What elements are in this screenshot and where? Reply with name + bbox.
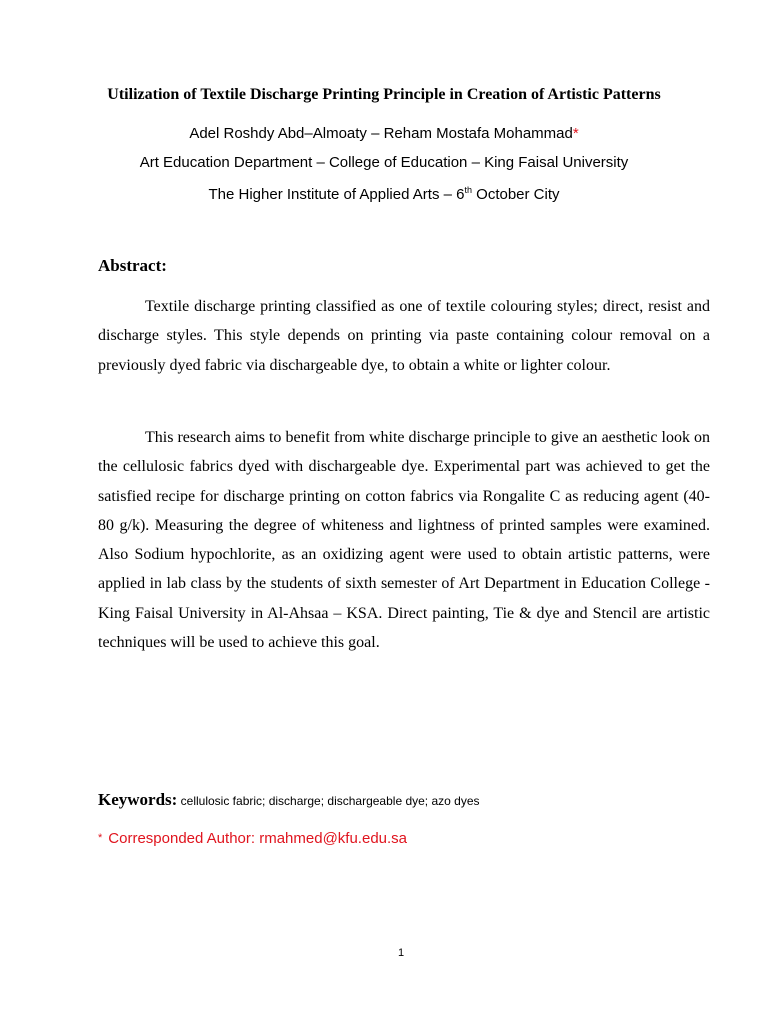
affiliation-1: Art Education Department – College of Education – King Faisal University <box>139 154 629 171</box>
abstract-paragraph-2: This research aims to benefit from white discharge principle to give an aesthetic look on the cellulosic fabrics dyed with dischargeable dye. Experimental part was achieved to get the satisfied recipe for discharge printing on cotton fabrics via Rongalite C as reducing agent (40-80 g/k). Measuring the degree of whiteness and lightness of printed samples were examined. Also Sodium hypochlorite, as an oxidizing agent were used to obtain artistic patterns, were applied in lab class by the students of sixth semester of Art Department in Education College - King Faisal University in Al-Ahsaa – KSA. Direct painting, Tie & dye and Stencil are artistic techniques will be used to achieve this goal. <box>98 429 710 652</box>
keywords-label: Keywords: <box>98 790 178 809</box>
ordinal-suffix: th <box>464 185 472 195</box>
keywords-line <box>98 790 480 810</box>
corresponding-author-email: Corresponded Author: rmahmed@kfu.edu.sa <box>108 830 408 847</box>
affiliation-2-city: October City <box>471 186 560 203</box>
page-number: 1 <box>397 947 405 959</box>
abstract-heading: Abstract: <box>98 256 167 275</box>
asterisk-icon: * <box>98 832 103 844</box>
keywords-list: cellulosic fabric; discharge; dischargeable dye; azo dyes <box>177 794 480 808</box>
corresponding-author-mark: * <box>572 125 579 142</box>
author-names: Adel Roshdy Abd–Almoaty – Reham Mostafa Mohammad <box>189 125 573 142</box>
affiliation-2 <box>0 186 768 203</box>
corresponding-author-note <box>98 830 407 847</box>
affiliation-2-text: The Higher Institute of Applied Arts – 6 <box>208 186 465 203</box>
abstract-paragraph-1: Textile discharge printing classified as one of textile colouring styles; direct, resist and discharge styles. This style depends on printing via paste containing colour removal on a previously dyed fabric via dischargeable dye, to obtain a white or lighter colour. <box>98 298 710 374</box>
author-line <box>0 125 768 142</box>
paper-title: Utilization of Textile Discharge Printing Principle in Creation of Artistic Patterns <box>107 86 661 103</box>
